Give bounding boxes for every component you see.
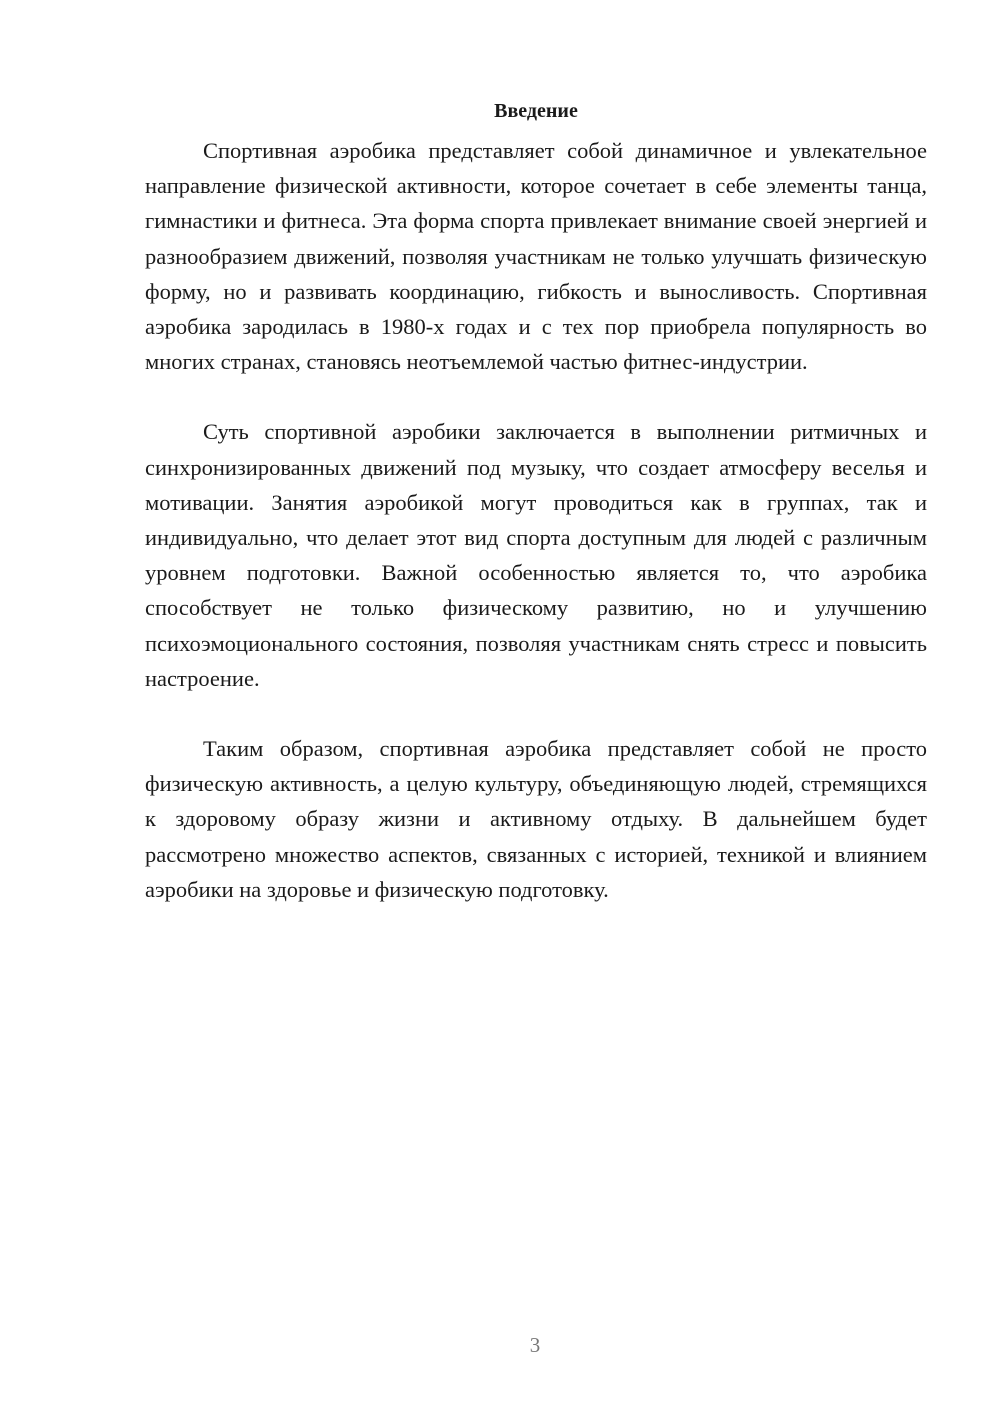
section-heading: Введение [494,100,578,122]
paragraph-2: Суть спортивной аэробики заключается в выполнении ритмичных и синхронизированных движений под музыку, что создает атмосферу веселья и мотивации. Занятия аэробикой могут проводиться как в группах, так и индивидуально, что делает этот вид спорта доступным для людей с различным уровнем подготовки. Важной особенностью является то, что аэробика способствует не только физическому развитию, но и улучшению психоэмоционального состояния, позволяя участникам снять стресс и повысить настроение. [145,419,927,691]
document-page [145,97,927,942]
paragraph-1: Спортивная аэробика представляет собой динамичное и увлекательное направление физической активности, которое сочетает в себе элементы танца, гимнастики и фитнеса. Эта форма спорта привлекает внимание своей энергией и разнообразием движений, позволяя участникам не только улучшать физическую форму, но и развивать координацию, гибкость и выносливость. Спортивная аэробика зародилась в 1980-х годах и с тех пор приобрела популярность во многих странах, становясь неотъемлемой частью фитнес-индустрии. [145,138,927,375]
paragraph-3: Таким образом, спортивная аэробика представляет собой не просто физическую активность, а целую культуру, объединяющую людей, стремящихся к здоровому образу жизни и активному отдыху. В дальнейшем будет рассмотрено множество аспектов, связанных с историей, техникой и влиянием аэробики на здоровье и физическую подготовку. [145,736,927,902]
page-number: 3 [529,1333,541,1357]
